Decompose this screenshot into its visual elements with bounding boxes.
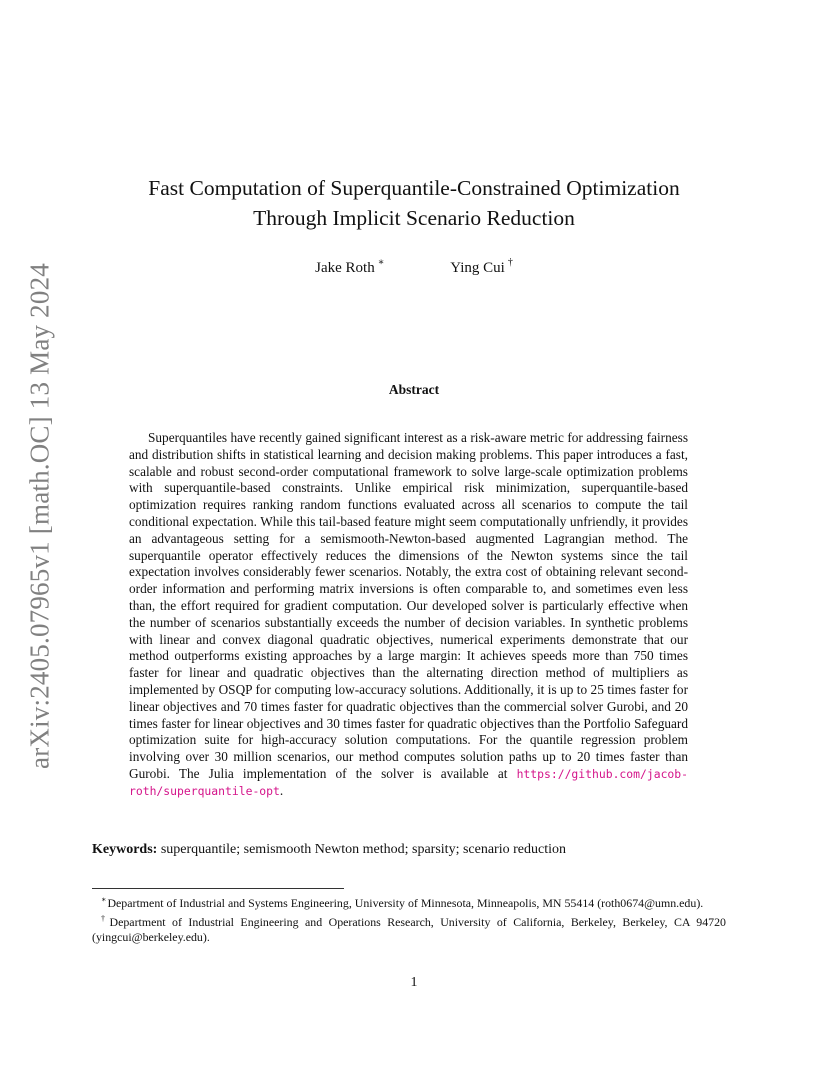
abstract-text: Superquantiles have recently gained significant interest as a risk-aware metric for addressing fairness and distribution shifts in statistical learning and decision making problems. This paper introduces a fast, scalable and robust second-order computational framework to solve large-scale optimization problems with superquantile-based constraints. Unlike empirical risk minimization, superquantile-based optimization requires ranking random functions evaluated across all scenarios to compute the tail conditional expectation. While this tail-based feature might seem computationally unfriendly, it provides an advantageous setting for a semismooth-Newton-based augmented Lagrangian method. The superquantile operator effectively reduces the dimensions of the Newton systems since the tail expectation involves considerably fewer scenarios. Notably, the extra cost of obtaining relevant second-order information and performing matrix inversions is often comparable to, and sometimes even less than, the effort required for gradient computation. Our developed solver is particularly effective when the number of scenarios substantially exceeds the number of decision variables. In synthetic problems with linear and convex diagonal quadratic objectives, numerical experiments demonstrate that our method outperforms existing approaches by a large margin: It achieves speeds more than 750 times faster for linear and quadratic objectives than the alternating direction method of multipliers as implemented by OSQP for computing low-accuracy solutions. Additionally, it is up to 25 times faster for linear objectives and 70 times faster for quadratic objectives than the commercial solver Gurobi, and 20 times faster for linear objectives and 30 times faster for quadratic objectives than the Portfolio Safeguard optimization suite for high-accuracy solution computations. For the quantile regression problem involving over 30 million scenarios, our method computes solution paths up to 20 times faster than Gurobi. The Julia implementation of the solver is available at — [129, 430, 688, 781]
author-footnote-mark: † — [507, 257, 513, 268]
footnote-mark: † — [101, 913, 109, 923]
title-line-1: Fast Computation of Superquantile-Constrained Optimization — [148, 176, 680, 200]
repository-link[interactable]: https://github.com/jacob-roth/superquantile-opt — [129, 766, 689, 798]
keywords-text: superquantile; semismooth Newton method; sparsity; scenario reduction — [160, 842, 566, 857]
abstract-end: . — [279, 782, 284, 798]
footnotes — [92, 892, 726, 945]
footnote-1 — [92, 892, 726, 911]
title-line-2: Through Implicit Scenario Reduction — [253, 206, 575, 230]
keywords-line — [92, 842, 566, 858]
abstract-heading: Abstract — [388, 382, 440, 397]
author-list — [0, 258, 828, 277]
author-name: Jake Roth — [315, 260, 375, 276]
page-number: 1 — [410, 975, 418, 990]
keywords-label: Keywords: — [92, 842, 158, 857]
arxiv-identifier-stamp: arXiv:2405.07965v1 [math.OC] 13 May 2024 — [24, 263, 55, 769]
footnote-text: Department of Industrial Engineering and Operations Research, University of California, Berkeley, Berkeley, CA 94720 (yingcui@berkeley.edu). — [92, 914, 727, 944]
abstract-body — [129, 430, 688, 800]
paper-title — [0, 173, 828, 233]
footnote-divider — [92, 888, 344, 889]
author-1 — [315, 258, 384, 277]
author-footnote-mark: ∗ — [377, 257, 385, 268]
footnote-text: Department of Industrial and Systems Engineering, University of Minnesota, Minneapolis, MN 55414 (roth0674@umn.edu). — [107, 895, 704, 910]
footnote-2 — [92, 911, 726, 945]
footnote-mark: ∗ — [101, 895, 107, 904]
author-2 — [450, 258, 513, 277]
author-name: Ying Cui — [450, 260, 505, 276]
